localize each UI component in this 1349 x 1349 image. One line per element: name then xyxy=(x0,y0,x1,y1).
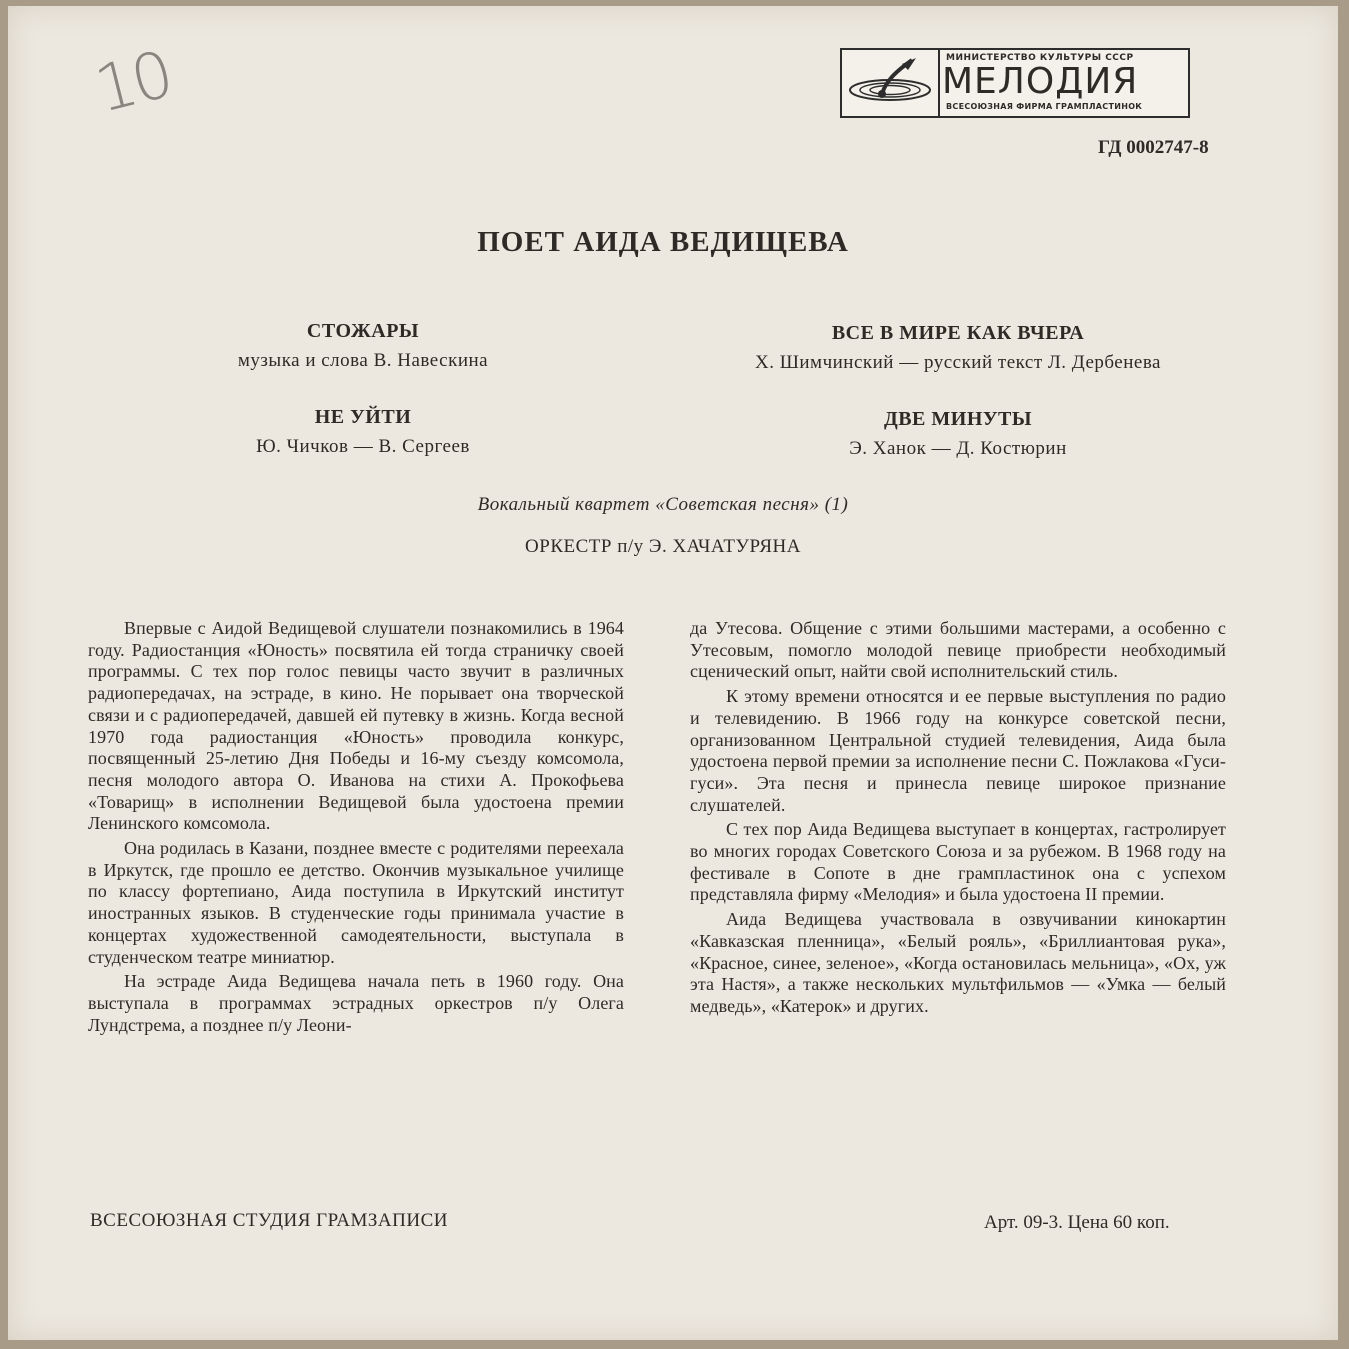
liner-notes-right-column xyxy=(690,618,1226,1021)
studio-credit: ВСЕСОЮЗНАЯ СТУДИЯ ГРАМЗАПИСИ xyxy=(90,1210,448,1231)
track-item xyxy=(158,320,568,372)
liner-paragraph: К этому времени относятся и ее первые выступления по радио и телевидению. В 1966 году на конкурсе советской песни, организованном Центральной студией телевидения, Аида была удостоена первой премии за исполнение песни С. Пожлакова «Гуси-гуси». Эта песня и принесла певице широкое признание слушателей. xyxy=(690,686,1226,815)
melodiya-logo-icon xyxy=(842,50,940,116)
track-title: ВСЕ В МИРЕ КАК ВЧЕРА xyxy=(831,322,1085,344)
track-authors: музыка и слова В. Навескина xyxy=(237,350,489,371)
liner-paragraph: С тех пор Аида Ведищева выступает в концертах, гастролирует во многих городах Советского Союза и за рубежом. В 1968 году на фестивале в Сопоте в дне грампластинок она с успехом представляла фирму «Мелодия» и была удостоена II премии. xyxy=(690,819,1226,905)
liner-paragraph: Она родилась в Казани, позднее вместе с родителями переехала в Иркутск, где прошло ее детство. Окончив музыкальное училище по классу фортепиано, Аида поступила в Иркутский институт иностранных языков. В студенческие годы принимала участие в концертах художественной самодеятельности, выступала в студенческом театре миниатюр. xyxy=(88,838,624,967)
album-title: ПОЕТ АИДА ВЕДИЩЕВА xyxy=(477,226,849,258)
track-title: СТОЖАРЫ xyxy=(306,320,420,342)
price-label: Арт. 09-3. Цена 60 коп. xyxy=(984,1212,1170,1233)
ensemble-credit: Вокальный квартет «Советская песня» (1) xyxy=(477,494,849,515)
track-authors: Э. Ханок — Д. Костюрин xyxy=(849,438,1067,459)
logo-brand: МЕЛОДИЯ xyxy=(942,61,1139,102)
track-title: ДВЕ МИНУТЫ xyxy=(883,408,1033,430)
catalog-number: ГД 0002747-8 xyxy=(1098,137,1209,158)
handwritten-note: 10 xyxy=(88,38,178,128)
orchestra-credit: ОРКЕСТР п/у Э. ХАЧАТУРЯНА xyxy=(525,536,801,557)
liner-paragraph: Впервые с Аидой Ведищевой слушатели познакомились в 1964 году. Радиостанция «Юность» посвятила ей тогда страничку своей программы. С тех пор голос певицы часто звучит в различных радиопередачах, на эстраде, в кино. Не порывает она творческой связи и с радиопередачей, давшей ей путевку в жизнь. Когда весной 1970 года радиостанция «Юность» проводила конкурс, посвященный 25-летию Дня Победы и 16-му съезду комсомола, песня молодого автора О. Иванова на стихи А. Прокофьева «Товарищ» в исполнении Ведищевой была удостоена премии Ленинского комсомола. xyxy=(88,618,624,834)
liner-paragraph: да Утесова. Общение с этими большими мастерами, а особенно с Утесовым, помогло молодой певице приобрести необходимый сценический опыт, найти свой исполнительский стиль. xyxy=(690,618,1226,682)
track-authors: Х. Шимчинский — русский текст Л. Дербенева xyxy=(754,352,1161,373)
logo-firm-line: ВСЕСОЮЗНАЯ ФИРМА ГРАМПЛАСТИНОК xyxy=(946,102,1143,111)
track-item xyxy=(158,406,568,458)
melodiya-logo xyxy=(840,48,1190,118)
record-sleeve-back xyxy=(8,6,1338,1340)
liner-paragraph: На эстраде Аида Ведищева начала петь в 1960 году. Она выступала в программах эстрадных оркестров п/у Олега Лундстрема, а позднее п/у Леони- xyxy=(88,971,624,1035)
track-authors: Ю. Чичков — В. Сергеев xyxy=(256,436,470,457)
melodiya-logo-text xyxy=(940,50,1188,116)
liner-notes-left-column xyxy=(88,618,624,1039)
track-title: НЕ УЙТИ xyxy=(314,406,412,428)
track-item xyxy=(708,322,1208,374)
track-item xyxy=(708,408,1208,460)
logo-ministry-line: МИНИСТЕРСТВО КУЛЬТУРЫ СССР xyxy=(946,53,1134,63)
liner-paragraph: Аида Ведищева участвовала в озвучивании кинокартин «Кавказская пленница», «Белый рояль», «Бриллиантовая рука», «Красное, синее, зеленое», «Когда остановилась мельница», «Ох, уж эта Настя», а также нескольких мультфильмов — «Умка — белый медведь», «Катерок» и других. xyxy=(690,909,1226,1016)
